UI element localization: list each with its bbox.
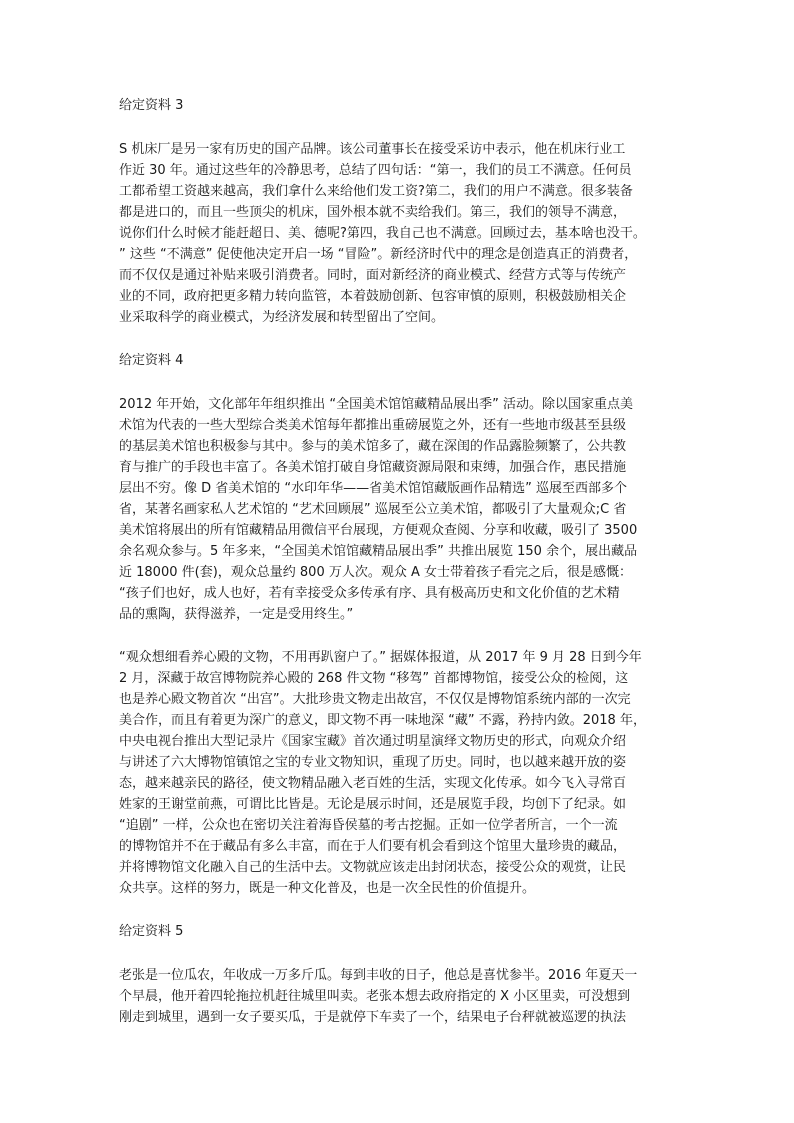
text-line: 工都希望工资越来越高，我们拿什么来给他们发工资?第二，我们的用户不满意。很多装备 (119, 184, 633, 199)
text-line: 美术馆将展出的所有馆藏精品用微信平台展现，方便观众查阅、分享和收藏，吸引了 3500 (119, 523, 638, 538)
text-line: 的基层美术馆也积极参与其中。参与的美术馆多了，藏在深闺的作品露脸频繁了，公共教 (119, 439, 627, 454)
text-line: “观众想细看养心殿的文物，不用再趴窗户了。” 据媒体报道，从 2017 年 9 月 28 日到今年 (119, 650, 642, 665)
section-heading-4: 给定资料 4 (119, 353, 184, 368)
text-line: 品的熏陶，获得滋养，一定是受用终生。” (119, 607, 354, 622)
text-line: 的博物馆并不在于藏品有多么丰富，而在于人们要有机会看到这个馆里大量珍贵的藏品， (119, 839, 627, 854)
text-line: 作近 30 年。通过这些年的冷静思考，总结了四句话：“第一，我们的员工不满意。任何员 (119, 163, 632, 178)
text-line: 近 18000 件(套)，观众总量约 800 万人次。观众 A 女士带着孩子看完之后，很是感慨： (119, 565, 632, 580)
text-line: 余名观众参与。5 年多来，“全国美术馆馆藏精品展出季” 共推出展览 150 余个，展出藏品 (119, 544, 638, 559)
text-line: 刚走到城里，遇到一女子要买瓜，于是就停下车卖了一个，结果电子台秤就被巡逻的执法 (119, 1010, 627, 1025)
text-line: 而不仅仅是通过补贴来吸引消费者。同时，面对新经济的商业模式、经营方式等与传统产 (119, 268, 627, 283)
text-line: 众共享。这样的努力，既是一种文化普及，也是一次全民性的价值提升。 (119, 881, 536, 896)
text-line: 与讲述了六大博物馆镇馆之宝的专业文物知识，重现了历史。同时，也以越来越开放的姿 (119, 755, 627, 770)
text-line: 也是养心殿文物首次 “出宫”。大批珍贵文物走出故宫，不仅仅是博物馆系统内部的一次完 (119, 692, 631, 707)
text-line: 美合作，而且有着更为深广的意义，即文物不再一味地深 “藏” 不露，矜持内敛。2018 年， (119, 713, 646, 728)
text-line: 并将博物馆文化融入自己的生活中去。文物就应该走出封闭状态，接受公众的观赏，让民 (119, 860, 627, 875)
text-line: 育与推广的手段也丰富了。各美术馆打破自身馆藏资源局限和束缚，加强合作，惠民措施 (119, 460, 627, 475)
text-line: “追剧” 一样，公众也在密切关注着海昏侯墓的考古挖掘。正如一位学者所言，一个一流 (119, 818, 618, 833)
text-line: 层出不穷。像 D 省美术馆的 “水印年华——省美术馆馆藏版画作品精选” 巡展至西部多个 (119, 481, 628, 496)
paragraph-material-4a (119, 394, 679, 625)
section-heading-5: 给定资料 5 (119, 924, 184, 939)
text-line: 业的不同，政府把更多精力转向监管，本着鼓励创新、包容审慎的原则，积极鼓励相关企 (119, 289, 627, 304)
text-line: S 机床厂是另一家有历史的国产品牌。该公司董事长在接受采访中表示，他在机床行业工 (119, 142, 626, 157)
paragraph-material-5 (119, 965, 679, 1028)
text-line: 姓家的王谢堂前燕，可谓比比皆是。无论是展示时间，还是展览手段，均创下了纪录。如 (119, 797, 627, 812)
text-line: 态，越来越亲民的路径，使文物精品融入老百姓的生活，实现文化传承。如今飞入寻常百 (119, 776, 627, 791)
text-line: 术馆为代表的一些大型综合类美术馆每年都推出重磅展览之外，还有一些地市级甚至县级 (119, 418, 627, 433)
text-line: ” 这些 “不满意” 促使他决定开启一场 “冒险”。新经济时代中的理念是创造真正的消费者， (119, 247, 638, 262)
document-page (119, 96, 679, 1028)
text-line: “孩子们也好，成人也好，若有幸接受众多传承有序、具有极高历史和文化价值的艺术精 (119, 586, 620, 601)
text-line: 说你们什么时候才能赶超日、美、德呢?第四，我自己也不满意。回顾过去，基本啥也没干。 (119, 226, 646, 241)
text-line: 老张是一位瓜农，年收成一万多斤瓜。每到丰收的日子，他总是喜忧参半。2016 年夏天一 (119, 968, 638, 983)
text-line: 个早晨，他开着四轮拖拉机赶往城里叫卖。老张本想去政府指定的 X 小区里卖，可没想到 (119, 989, 631, 1004)
text-line: 2 月，深藏于故宫博物院养心殿的 268 件文物 “移驾” 首都博物馆，接受公众的检阅，这 (119, 671, 629, 686)
text-line: 2012 年开始，文化部年年组织推出 “全国美术馆馆藏精品展出季” 活动。除以国家重点美 (119, 397, 633, 412)
text-line: 中央电视台推出大型记录片《国家宝藏》首次通过明星演绎文物历史的形式，向观众介绍 (119, 734, 627, 749)
paragraph-material-3 (119, 139, 679, 328)
section-heading-3: 给定资料 3 (119, 98, 184, 113)
paragraph-material-4b (119, 647, 679, 899)
text-line: 都是进口的，而且一些顶尖的机床，国外根本就不卖给我们。第三，我们的领导不满意， (119, 205, 627, 220)
text-line: 省，某著名画家私人艺术馆的 “艺术回顾展” 巡展至公立美术馆，都吸引了大量观众;C 省 (119, 502, 627, 517)
text-line: 业采取科学的商业模式，为经济发展和转型留出了空间。 (119, 310, 445, 325)
